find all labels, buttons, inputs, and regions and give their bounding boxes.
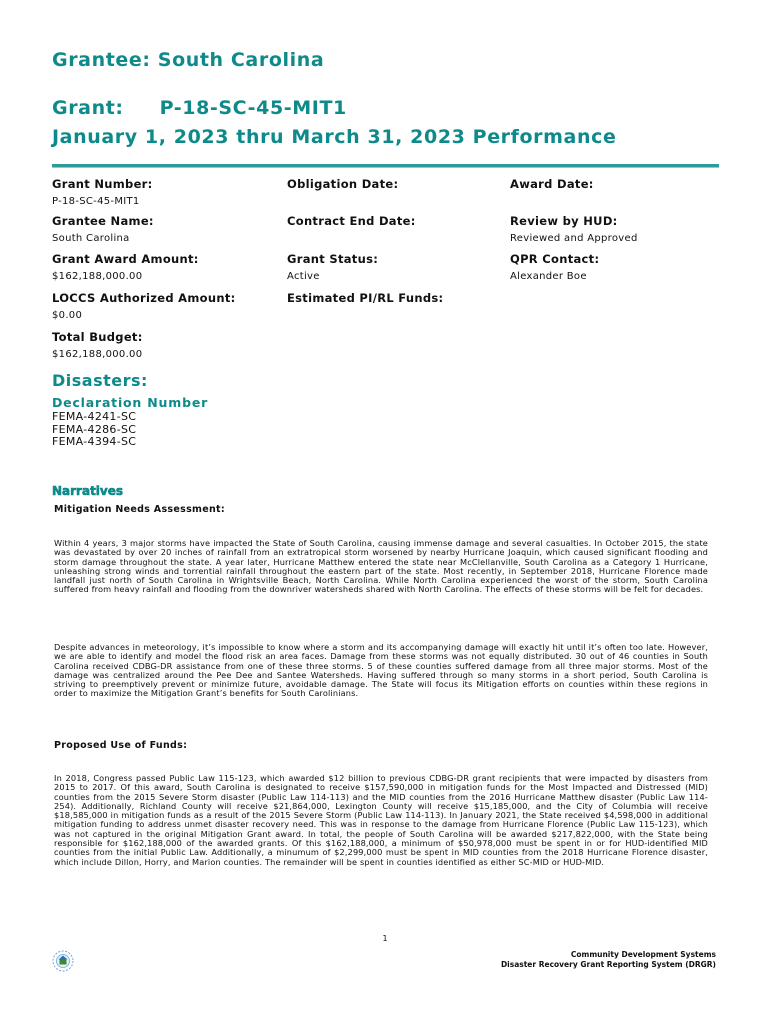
field-label: Grant Number:	[52, 177, 153, 191]
field-label: Award Date:	[510, 177, 594, 191]
field-contract-end-date	[287, 214, 416, 233]
field-label: Total Budget:	[52, 330, 143, 344]
field-label: Estimated PI/RL Funds:	[287, 291, 444, 305]
field-award-date	[510, 177, 594, 196]
field-label: LOCCS Authorized Amount:	[52, 291, 236, 305]
field-label: Grantee Name:	[52, 214, 154, 228]
field-value: South Carolina	[52, 233, 130, 244]
field-label: Grant Award Amount:	[52, 252, 199, 266]
footer-line-1: Community Development Systems	[570, 950, 716, 959]
list-item: FEMA-4241-SC	[52, 410, 137, 423]
performance-period-title: January 1, 2023 thru March 31, 2023 Performance	[52, 126, 617, 148]
mitigation-paragraph-1: Within 4 years, 3 major storms have impacted the State of South Carolina, causing immense damage and several casualties. In October 2015, the state was devastated by over 20 inches of rainfall from an extratropical storm worsened by nearby Hurricane Joaquin, which caused significant flooding and storm damage throughout the state. A year later, Hurricane Matthew entered the state near McClellanville, South Carolina as a Category 1 Hurricane, unleashing strong winds and torrential rainfall throughout the eastern part of the state. Most recently, in September 2018, Hurricane Florence made landfall just north of South Carolina in Wrightsville Beach, North Carolina. While North Carolina experienced the worst of the storm, South Carolina suffered from heavy rainfall and flooding from the downriver watersheds shared with North Carolina. The effects of these storms will be felt for decades.	[54, 538, 708, 595]
field-value: P-18-SC-45-MIT1	[52, 196, 140, 207]
list-item: FEMA-4286-SC	[52, 422, 137, 436]
field-grant-award-amount	[52, 252, 199, 282]
field-review-by-hud	[510, 214, 638, 244]
field-obligation-date	[287, 177, 398, 196]
field-label: Review by HUD:	[510, 214, 618, 228]
field-value: Active	[287, 271, 320, 282]
field-total-budget	[52, 330, 143, 360]
grantee-label: Grantee:	[52, 49, 151, 71]
field-value: $162,188,000.00	[52, 271, 143, 282]
grant-title	[52, 97, 347, 119]
grant-value: P-18-SC-45-MIT1	[159, 97, 347, 119]
footer-line-2: Disaster Recovery Grant Reporting System (DRGR)	[500, 960, 716, 969]
field-grant-status	[287, 252, 378, 282]
grantee-value: South Carolina	[157, 49, 325, 71]
proposed-use-paragraph: In 2018, Congress passed Public Law 115-123, which awarded $12 billion to previous CDBG-DR grant recipients that were impacted by disasters from 2015 to 2017. Of this award, South Carolina is designated to receive $157,590,000 in mitigation funds for the Most Impacted and Distressed (MID) counties from the 2015 Severe Storm disaster (Public Law 114-113) and the MID counties from the 2016 Hurricane Matthew disaster (Public Law 114-254). Additionally, Richland County will receive $21,864,000, Lexington County will receive $15,185,000, and the City of Columbia will receive $18,585,000 in mitigation funds as a result of the 2015 Severe Storm (Public Law 114-113). In January 2021, the State received $4,598,000 in additional mitigation funding to address unmet disaster recovery need. This was in response to the damage from Hurricane Florence (Public Law 115-123), which was not captured in the original Mitigation Grant award. In total, the people of South Carolina will be awarded $217,822,000, with the State being responsible for $162,188,000 of the awarded grants. Of this $162,188,000, a minimum of $50,978,000 must be spent in or for HUD-identified MID counties from the initial Public Law. Additionally, a minumum of $2,299,000 must be spent in MID counties from the 2018 Hurricane Florence disaster, which include Dillon, Horry, and Marion counties. The remainder will be spent in counties identified as either SC-MID or HUD-MID.	[54, 773, 708, 867]
grantee-title	[52, 49, 324, 71]
mitigation-needs-heading: Mitigation Needs Assessment:	[54, 504, 225, 515]
field-value: $0.00	[52, 310, 83, 321]
field-label: Grant Status:	[287, 252, 379, 266]
page-number: 1	[382, 934, 388, 943]
narratives-heading: Narratives	[52, 484, 124, 498]
declaration-list	[52, 411, 136, 449]
field-label: Obligation Date:	[287, 177, 399, 191]
field-loccs-authorized-amount	[52, 291, 236, 321]
proposed-use-heading: Proposed Use of Funds:	[54, 740, 188, 751]
footer-system-info	[501, 950, 716, 970]
field-estimated-pi-rl-funds	[287, 291, 443, 310]
field-label: QPR Contact:	[510, 252, 600, 266]
disasters-heading: Disasters:	[52, 371, 148, 390]
header-divider	[52, 164, 719, 168]
field-value: Alexander Boe	[510, 271, 587, 282]
field-grant-number	[52, 177, 153, 207]
field-value: Reviewed and Approved	[510, 233, 638, 244]
declaration-number-heading: Declaration Number	[52, 395, 209, 410]
field-qpr-contact	[510, 252, 599, 282]
list-item: FEMA-4394-SC	[52, 435, 137, 448]
grant-label: Grant:	[52, 97, 124, 119]
hud-seal-icon	[52, 950, 74, 972]
field-label: Contract End Date:	[287, 214, 416, 228]
field-grantee-name	[52, 214, 154, 244]
mitigation-paragraph-2: Despite advances in meteorology, it’s impossible to know where a storm and its accompanying damage will exactly hit until it’s often too late. However, we are able to identify and model the flood risk an area faces. Damage from these storms was not equally distributed. 30 out of 46 counties in South Carolina received CDBG-DR assistance from one of these three storms. 5 of these counties suffered damage from all three major storms. Most of the damage was centralized around the Pee Dee and Santee Watersheds. Having suffered through so many storms in a short period, South Carolina is striving to preemptively prevent or minimize future, avoidable damage. The State will focus its Mitigation efforts on counties within these regions in order to maximize the Mitigation Grant’s benefits for South Carolinians.	[54, 642, 708, 699]
field-value: $162,188,000.00	[52, 349, 143, 360]
